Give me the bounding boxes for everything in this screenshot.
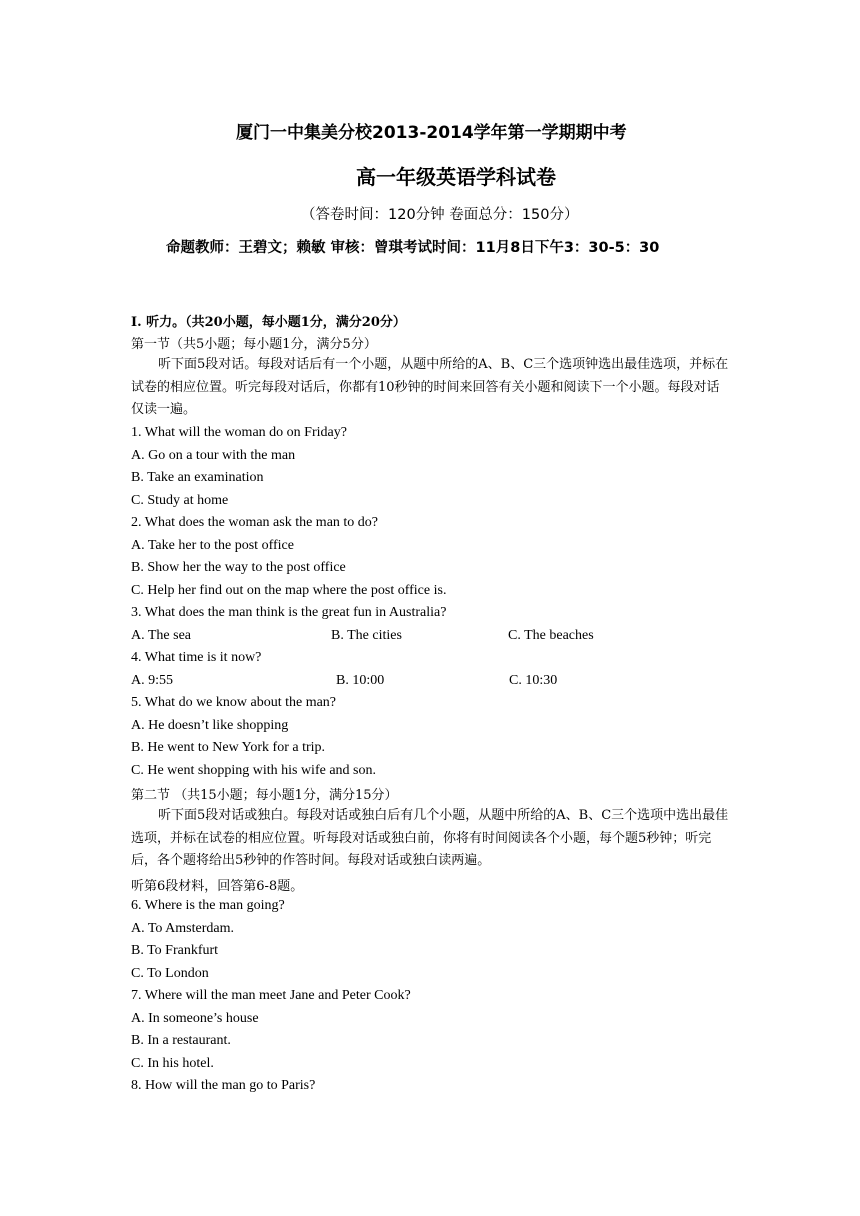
part1-heading: 第一节（共5小题；每小题1分，满分5分） (131, 337, 377, 352)
option-a: A. To Amsterdam. (131, 921, 234, 936)
option-a: A. He doesn’t like shopping (131, 718, 289, 733)
school-title: 厦门一中集美分校2013-2014学年第一学期期中考 (236, 123, 627, 143)
option-b: B. In a restaurant. (131, 1033, 231, 1048)
part2-instructions: 听下面5段对话或独白。每段对话或独白后有几个小题，从题中所给的A、B、C三个选项中选出最佳选项，并标在试卷的相应位置。听每段对话或独白前，你将有时间阅读各个小题，每个题5秒钟；听完后，各个题将给出5秒钟的作答时间。每段对话或独白读两遍。 (131, 808, 729, 868)
question-stem: 3. What does the man think is the great fun in Australia? (131, 605, 447, 620)
part2-heading: 第二节 （共15小题；每小题1分，满分15分） (131, 788, 398, 803)
material-note: 听第6段材料，回答第6-8题。 (131, 879, 304, 894)
section-heading: I. 听力。（共20小题，每小题1分，满分20分） (131, 315, 406, 330)
exam-title: 高一年级英语学科试卷 (356, 165, 556, 189)
option-c: C. The beaches (508, 628, 594, 643)
option-a: A. Go on a tour with the man (131, 448, 296, 463)
part1-instructions: 听下面5段对话。每段对话后有一个小题，从题中所给的A、B、C三个选项钟选出最佳选项，并标在试卷的相应位置。听完每段对话后，你都有10秒钟的时间来回答有关小题和阅读下一个小题。每段对话仅读一遍。 (131, 357, 729, 417)
question-stem: 5. What do we know about the man? (131, 695, 337, 710)
question-stem: 8. How will the man go to Paris? (131, 1078, 316, 1093)
option-a: A. In someone’s house (131, 1011, 259, 1026)
question-stem: 2. What does the woman ask the man to do? (131, 515, 379, 530)
option-a: A. Take her to the post office (131, 538, 294, 553)
question-stem: 6. Where is the man going? (131, 898, 285, 913)
time-info: （答卷时间：120分钟 卷面总分：150分） (301, 207, 579, 223)
option-c: C. Help her find out on the map where the post office is. (131, 583, 447, 598)
question-stem: 1. What will the woman do on Friday? (131, 425, 347, 440)
option-c: C. Study at home (131, 493, 229, 508)
teachers-line: 命题教师：王碧文；赖敏 审核：曾琪考试时间：11月8日下午3：30-5：30 (166, 240, 660, 256)
option-b: B. Take an examination (131, 470, 264, 485)
option-c: C. He went shopping with his wife and son. (131, 763, 376, 778)
option-a: A. 9:55 (131, 673, 173, 688)
option-a: A. The sea (131, 628, 191, 643)
option-b: B. The cities (331, 628, 402, 643)
option-c: C. To London (131, 966, 209, 981)
option-b: B. To Frankfurt (131, 943, 219, 958)
option-b: B. 10:00 (336, 673, 385, 688)
option-b: B. He went to New York for a trip. (131, 740, 326, 755)
question-stem: 7. Where will the man meet Jane and Peter Cook? (131, 988, 411, 1003)
option-c: C. 10:30 (509, 673, 558, 688)
option-c: C. In his hotel. (131, 1056, 214, 1071)
question-stem: 4. What time is it now? (131, 650, 262, 665)
option-b: B. Show her the way to the post office (131, 560, 346, 575)
